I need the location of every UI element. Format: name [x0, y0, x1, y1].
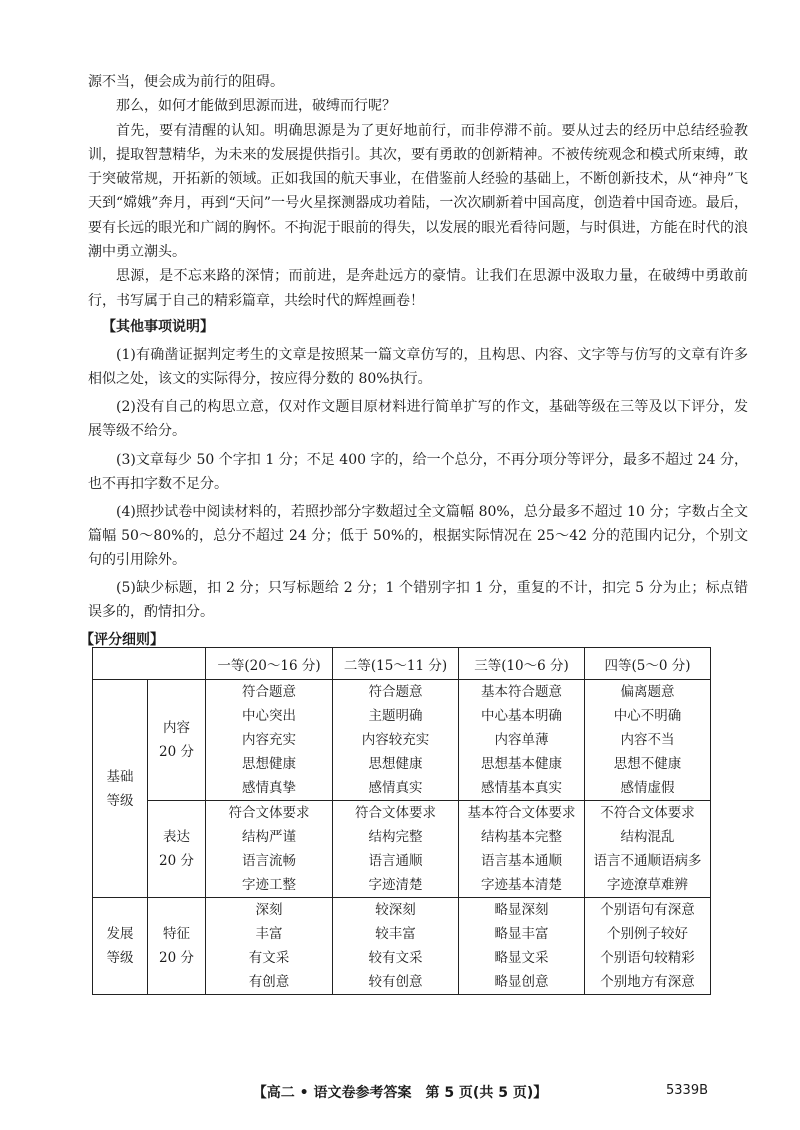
- rubric-title: 【评分细则】: [80, 632, 164, 649]
- group-label-basic: 基础 等级: [93, 680, 148, 898]
- note-item: (1)有确凿证据判定考生的文章是按照某一篇文章仿写的，且构思、内容、文字等与仿写的文章有许多相似之处，该文的实际得分，按应得分数的 80%执行。: [88, 346, 748, 387]
- rubric-table: [92, 647, 711, 995]
- rubric-cell: 符合文体要求 结构严谨 语言流畅 字迹工整: [206, 801, 333, 898]
- rubric-cell: 较深刻 较丰富 较有文采 较有创意: [333, 898, 459, 995]
- rubric-row-feature: [93, 898, 711, 995]
- note-item: (4)照抄试卷中阅读材料的，若照抄部分字数超过全文篇幅 80%，总分最多不超过 10 分；字数占全文篇幅 50～80%的，总分不超过 24 分；低于 50%的，根据实际情况在 25～42 分的范围内记分，个别文句的引用除外。: [88, 503, 748, 568]
- grade-header: 四等(5～0 分): [585, 648, 711, 680]
- rubric-cell: 符合题意 中心突出 内容充实 思想健康 感情真挚: [206, 680, 333, 801]
- rubric-row-content: [93, 680, 711, 801]
- rubric-row-expression: [93, 801, 711, 898]
- note-item: (3)文章每少 50 个字扣 1 分；不足 400 字的，给一个总分，不再分项分等评分，最多不超过 24 分，也不再扣字数不足分。: [88, 451, 748, 492]
- essay-line-0: 源不当，便会成为前行的阻碍。: [88, 74, 284, 90]
- other-notes-list: [88, 343, 748, 624]
- exam-code: 5339B: [666, 1083, 709, 1098]
- page-footer: 【高二 • 语文卷参考答案 第 5 页(共 5 页)】: [252, 1085, 548, 1101]
- row-label-content: 内容 20 分: [148, 680, 206, 801]
- rubric-header-row: [93, 648, 711, 680]
- rubric-corner-cell: [93, 648, 206, 680]
- rubric-cell: 符合文体要求 结构完整 语言通顺 字迹清楚: [333, 801, 459, 898]
- row-label-feature: 特征 20 分: [148, 898, 206, 995]
- grade-header: 三等(10～6 分): [459, 648, 585, 680]
- essay-paragraph-1: 那么，如何才能做到思源而进，破缚而行呢？: [116, 98, 396, 115]
- rubric-cell: 不符合文体要求 结构混乱 语言不通顺语病多 字迹潦草难辨: [585, 801, 711, 898]
- other-notes-title: 【其他事项说明】: [102, 318, 214, 335]
- note-item: (2)没有自己的构思立意，仅对作文题目原材料进行简单扩写的作文，基础等级在三等及以下评分，发展等级不给分。: [88, 399, 748, 440]
- rubric-cell: 基本符合文体要求 结构基本完整 语言基本通顺 字迹基本清楚: [459, 801, 585, 898]
- note-item: (5)缺少标题，扣 2 分；只写标题给 2 分；1 个错别字扣 1 分，重复的不计，扣完 5 分为止；标点错误多的，酌情扣分。: [88, 580, 748, 621]
- rubric-cell: 偏离题意 中心不明确 内容不当 思想不健康 感情虚假: [585, 680, 711, 801]
- rubric-cell: 符合题意 主题明确 内容较充实 思想健康 感情真实: [333, 680, 459, 801]
- rubric-cell: 深刻 丰富 有文采 有创意: [206, 898, 333, 995]
- row-label-expression: 表达 20 分: [148, 801, 206, 898]
- rubric-cell: 基本符合题意 中心基本明确 内容单薄 思想基本健康 感情基本真实: [459, 680, 585, 801]
- rubric-cell: 个别语句有深意 个别例子较好 个别语句较精彩 个别地方有深意: [585, 898, 711, 995]
- essay-paragraph-2: 首先，要有清醒的认知。明确思源是为了更好地前行，而非停滞不前。要从过去的经历中总结经验教训，提取智慧精华，为未来的发展提供指引。其次，要有勇敢的创新精神。不被传统观念和模式所束缚，敢于突破常规，开拓新的领域。正如我国的航天事业，在借鉴前人经验的基础上，不断创新技术，从“神舟”飞天到“嫦娥”奔月，再到“天问”一号火星探测器成功着陆，一次次刷新着中国高度，创造着中国奇迹。最后，要有长远的眼光和广阔的胸怀。不拘泥于眼前的得失，以发展的眼光看待问题，与时俱进，方能在时代的浪潮中勇立潮头。: [88, 122, 748, 261]
- page-content: [80, 70, 748, 652]
- group-label-develop: 发展 等级: [93, 898, 148, 995]
- essay-paragraph-3: 思源，是不忘来路的深情；而前进，是奔赴远方的豪情。让我们在思源中汲取力量，在破缚中勇敢前行，书写属于自己的精彩篇章，共绘时代的辉煌画卷！: [88, 268, 748, 309]
- grade-header: 二等(15～11 分): [333, 648, 459, 680]
- rubric-cell: 略显深刻 略显丰富 略显文采 略显创意: [459, 898, 585, 995]
- grade-header: 一等(20～16 分): [206, 648, 333, 680]
